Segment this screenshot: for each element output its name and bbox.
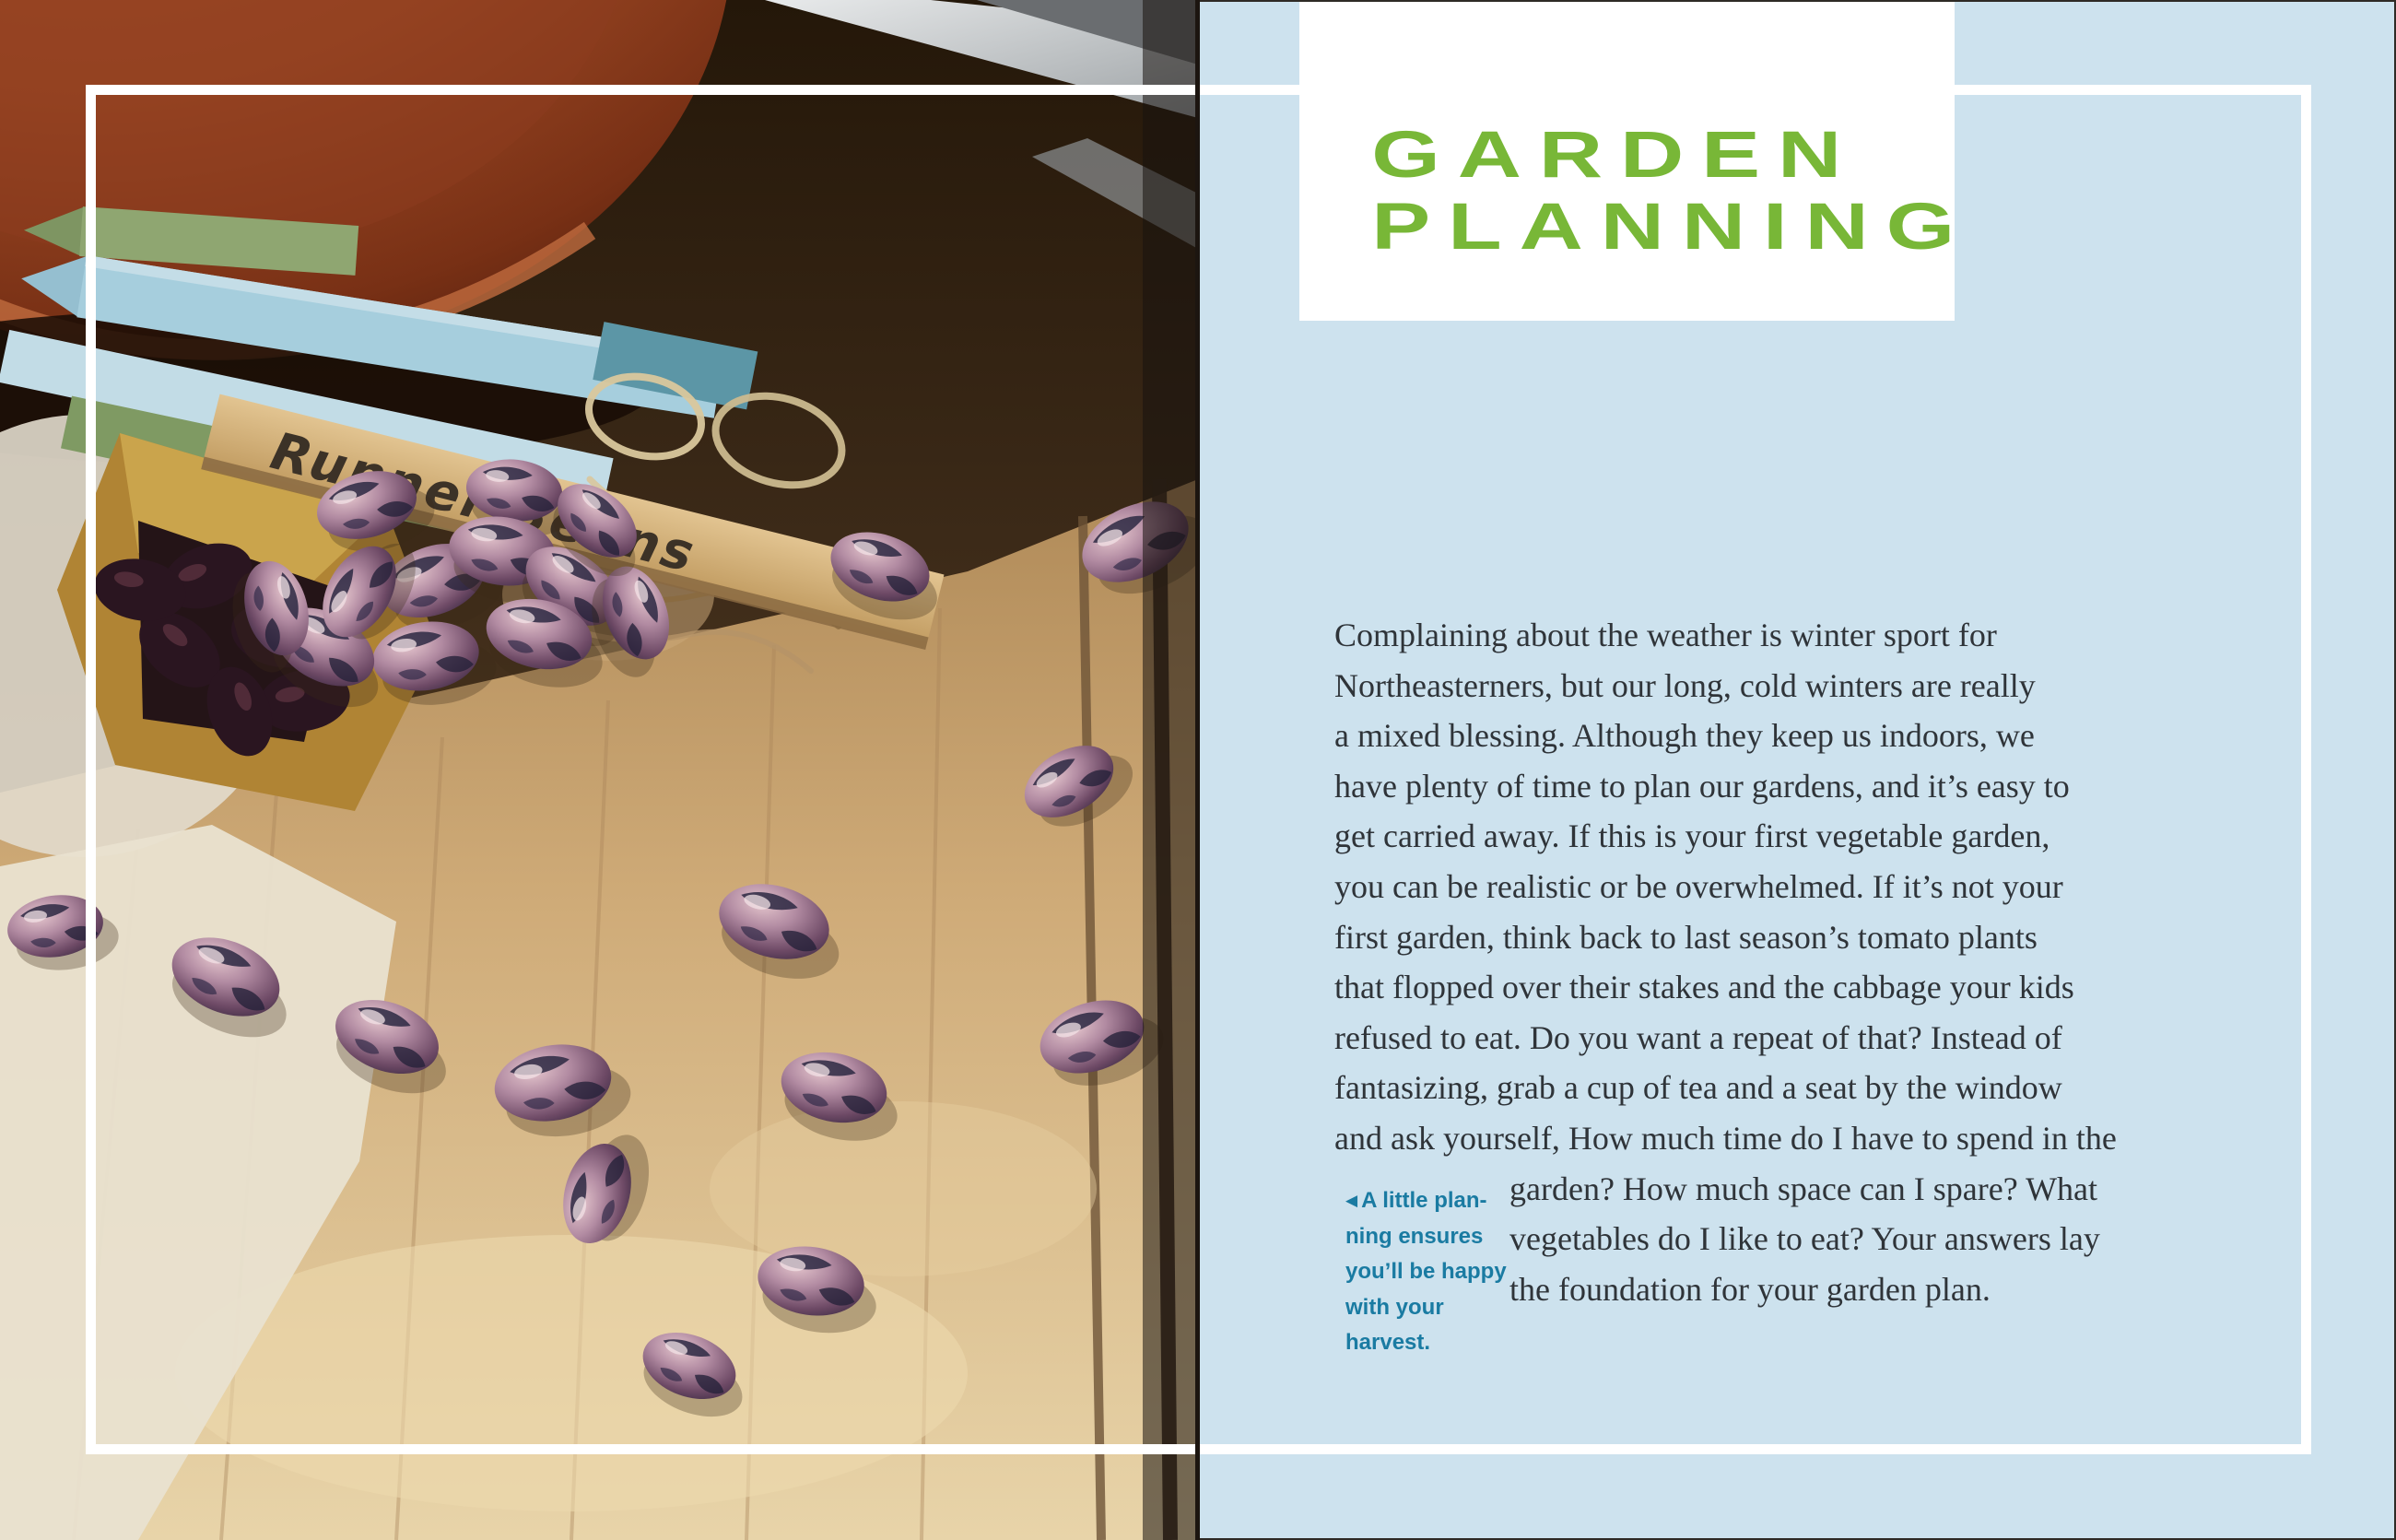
body-line: and ask yourself, How much time do I have to spend in the <box>1334 1119 2117 1157</box>
body-line: refused to eat. Do you want a repeat of that? Instead of <box>1334 1018 2062 1056</box>
body-line: vegetables do I like to eat? Your answers lay <box>1509 1220 2100 1258</box>
caption-text: A little plan- <box>1361 1188 1487 1213</box>
caption-line: with your <box>1345 1294 1444 1320</box>
caption-line: you’ll be happy <box>1345 1259 1507 1284</box>
body-line: garden? How much space can I spare? What <box>1509 1170 2098 1207</box>
body-line: Northeasterners, but our long, cold winters are really <box>1334 666 2036 704</box>
page-title-line2: PLANNING <box>1371 191 1973 264</box>
body-line: that flopped over their stakes and the cabbage your kids <box>1334 969 2074 1006</box>
body-line: first garden, think back to last season’s tomato plants <box>1334 918 2038 956</box>
caption-line: harvest. <box>1345 1330 1431 1355</box>
right-page <box>1198 0 2396 1540</box>
page-title <box>1299 2 2184 264</box>
body-line: a mixed blessing. Although they keep us indoors, we <box>1334 717 2035 755</box>
title-box <box>1299 2 1973 321</box>
photo-caption <box>1345 1183 1567 1361</box>
body-line: have plenty of time to plan our gardens, and it’s easy to <box>1334 767 2070 805</box>
left-arrow-icon: ◀ <box>1345 1192 1358 1209</box>
body-line: Complaining about the weather is winter sport for <box>1334 617 1997 653</box>
gutter-shadow <box>1143 0 1198 1540</box>
body-line: the foundation for your garden plan. <box>1509 1270 1991 1308</box>
body-line: get carried away. If this is your first vegetable garden, <box>1334 817 2050 855</box>
body-line: fantasizing, grab a cup of tea and a seat by the window <box>1334 1069 2062 1107</box>
page-title-line1: GARDEN <box>1371 119 1860 192</box>
caption-line <box>1345 1183 1567 1219</box>
page-gutter-line <box>1195 0 1200 1540</box>
caption-line: ning ensures <box>1345 1223 1484 1249</box>
body-line: you can be realistic or be overwhelmed. If it’s not your <box>1334 867 2063 905</box>
